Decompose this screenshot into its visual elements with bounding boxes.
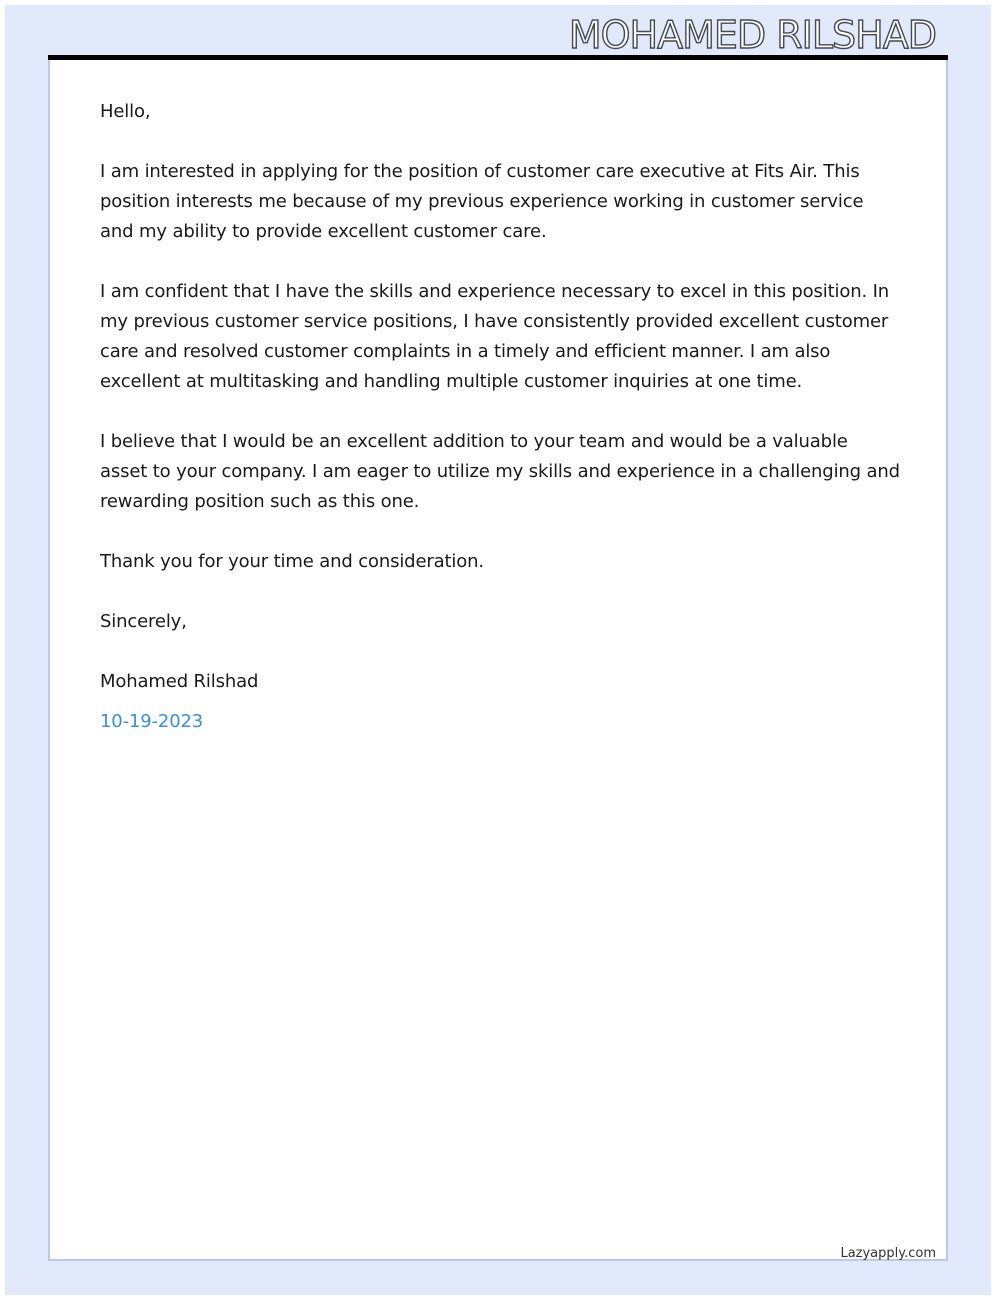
letter-paragraph: I am interested in applying for the position of customer care executive at Fits Air. This position interests me because of my previous experience working in customer service and my ability to provide excellent customer care.	[100, 161, 864, 242]
letter-date: 10-19-2023	[100, 711, 204, 732]
letter-paragraph: I believe that I would be an excellent addition to your team and would be a valuable asset to your company. I am eager to utilize my skills and experience in a challenging and rewarding position such as this one.	[100, 431, 900, 512]
letter-signature-name: Mohamed Rilshad	[100, 671, 259, 692]
letter-paragraph: Thank you for your time and consideration.	[100, 551, 484, 572]
header-name: MOHAMED RILSHAD	[568, 13, 936, 57]
footer-brand: Lazyapply.com	[840, 1246, 936, 1261]
letter-paragraph: I am confident that I have the skills and experience necessary to excel in this position. In my previous customer service positions, I have consistently provided excellent customer care and resolved customer complaints in a timely and efficient manner. I am also excellent at multitasking and handling multiple customer inquiries at one time.	[100, 281, 890, 392]
letter-greeting: Hello,	[100, 101, 151, 122]
letter-body	[100, 97, 900, 767]
letter-sign-off: Sincerely,	[100, 611, 187, 632]
